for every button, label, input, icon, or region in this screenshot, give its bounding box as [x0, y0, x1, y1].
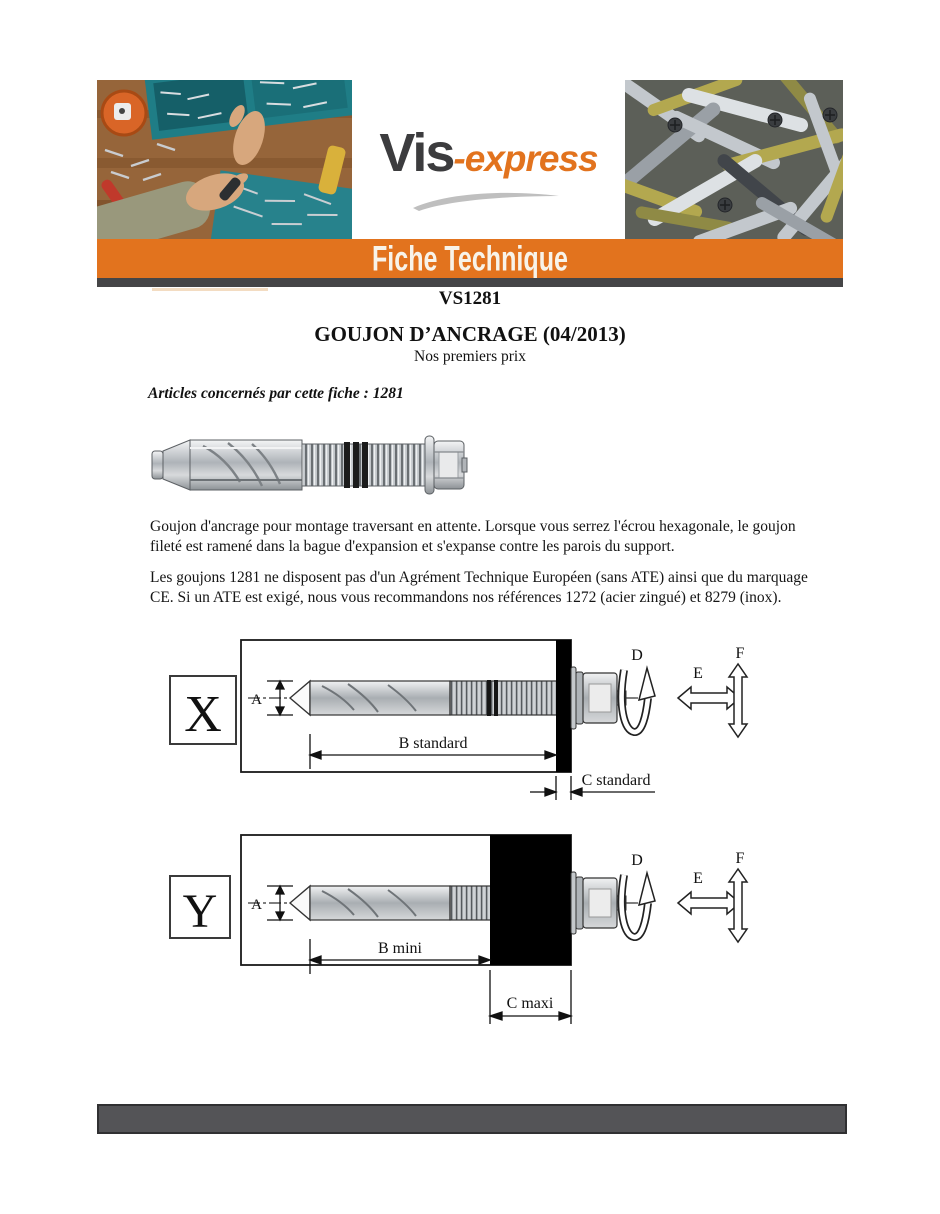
fiche-technique-banner: [97, 239, 843, 278]
banner-title: Fiche Technique: [371, 238, 569, 278]
fixture-plate-thin: [556, 640, 571, 772]
screws-photo: [625, 80, 843, 239]
description-paragraph: Goujon d'ancrage pour montage traversant en attente. Lorsque vous serrez l'écrou hexagonale, le goujon fileté est ramené dans la bague d'expansion et s'expanse contre les parois du support.: [150, 518, 796, 556]
diagram-x: [150, 636, 820, 808]
torque-label: D: [631, 852, 643, 869]
fixture-plate-thick: [490, 835, 571, 965]
dimension-a-label: A: [251, 692, 262, 708]
torque-arrow-icon: [622, 873, 655, 937]
anchor-product-image: [148, 420, 468, 510]
diagram-y: [150, 828, 820, 1028]
footer-bar: [97, 1104, 847, 1134]
vis-express-logo: [379, 122, 597, 184]
horizontal-load-label: E: [693, 665, 703, 682]
torque-arrow-icon: [622, 668, 655, 732]
logo-vis-text: Vis: [379, 122, 454, 183]
dimension-c-label: C maxi: [506, 995, 554, 1012]
diagram-y-label: Y: [182, 885, 218, 938]
horizontal-arrow-icon: [678, 892, 740, 914]
torque-label: D: [631, 647, 643, 664]
page-subtitle: Nos premiers prix: [414, 348, 526, 365]
logo-swoosh-icon: [409, 186, 569, 212]
vertical-load-label: F: [735, 850, 745, 867]
product-code-title: VS1281: [438, 288, 502, 309]
articles-note: Articles concernés par cette fiche : 1281: [148, 385, 404, 402]
dimension-b-label: B mini: [377, 940, 423, 957]
dimension-b-label: B standard: [398, 735, 468, 752]
workbench-photo: [97, 80, 352, 239]
horizontal-arrow-icon: [678, 687, 740, 709]
screws-photo-art: [625, 80, 843, 239]
banner-underline-strip: [97, 278, 843, 287]
logo-block: [352, 80, 625, 239]
vertical-load-label: F: [735, 645, 745, 662]
certification-paragraph: Les goujons 1281 ne disposent pas d'un Agrément Technique Européen (sans ATE) ainsi que du marquage CE. Si un ATE est exigé, nous vous recommandons nos références 1272 (acier zingué) et 8279 (inox).: [150, 569, 808, 607]
page-title: GOUJON D’ANCRAGE (04/2013): [314, 322, 626, 346]
logo-express-text: -express: [453, 137, 598, 179]
diagram-x-label: X: [184, 686, 222, 743]
header-banner: [97, 80, 843, 239]
workbench-photo-art: [97, 80, 352, 239]
dimension-a-label: A: [251, 897, 262, 913]
horizontal-load-label: E: [693, 870, 703, 887]
anchor-drawing: [290, 680, 571, 716]
dimension-c-label: C standard: [581, 772, 651, 789]
